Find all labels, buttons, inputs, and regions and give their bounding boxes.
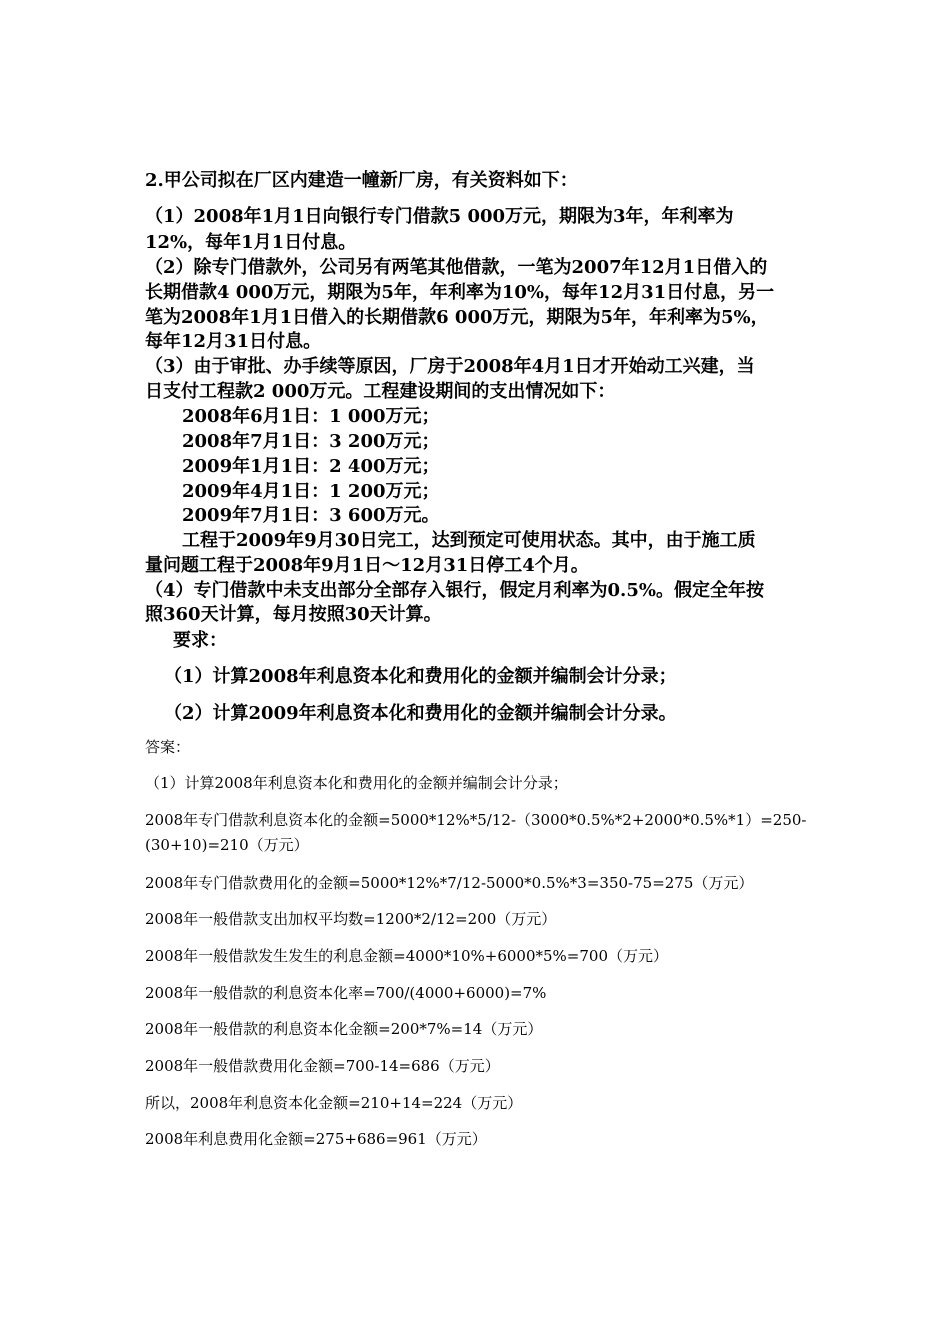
answer-calc-line: 2008年一般借款发生发生的利息金额=4000*10%+6000*5%=700（万元） xyxy=(145,947,668,965)
condition-1-line-2: 12%，每年1月1日付息。 xyxy=(145,232,357,253)
expenditure-item: 2009年4月1日：1 200万元； xyxy=(182,481,440,502)
requirement-2: （2）计算2009年利息资本化和费用化的金额并编制会计分录。 xyxy=(164,703,677,724)
condition-2-line-1: （2）除专门借款外，公司另有两笔其他借款，一笔为2007年12月1日借入的 xyxy=(145,257,768,278)
expenditure-item: 2009年7月1日：3 600万元。 xyxy=(182,505,440,526)
expenditure-item: 2008年7月1日：3 200万元； xyxy=(182,431,440,452)
completion-line-2: 量问题工程于2008年9月1日～12月31日停工4个月。 xyxy=(145,555,589,576)
completion-line-1: 工程于2009年9月30日完工，达到预定可使用状态。其中，由于施工质 xyxy=(182,530,756,551)
answer-calc-line: 2008年一般借款支出加权平均数=1200*2/12=200（万元） xyxy=(145,910,557,928)
condition-4-line-1: （4）专门借款中未支出部分全部存入银行，假定月利率为0.5%。假定全年按 xyxy=(145,580,764,601)
answer-calc-line: 2008年一般借款的利息资本化金额=200*7%=14（万元） xyxy=(145,1020,543,1038)
answer-calc-line: (30+10)=210（万元） xyxy=(145,836,309,854)
condition-2-line-2: 长期借款4 000万元，期限为5年，年利率为10%，每年12月31日付息，另一 xyxy=(145,282,775,303)
answer-heading: （1）计算2008年利息资本化和费用化的金额并编制会计分录； xyxy=(145,774,568,792)
expenditure-item: 2008年6月1日：1 000万元； xyxy=(182,406,440,427)
condition-2-line-3: 笔为2008年1月1日借入的长期借款6 000万元，期限为5年，年利率为5%， xyxy=(145,307,769,328)
answer-calc-line: 所以，2008年利息资本化金额=210+14=224（万元） xyxy=(145,1094,523,1112)
answer-calc-line: 2008年专门借款利息资本化的金额=5000*12%*5/12-（3000*0.5%*2+2000*0.5%*1）=250- xyxy=(145,811,807,829)
condition-1-line-1: （1）2008年1月1日向银行专门借款5 000万元，期限为3年，年利率为 xyxy=(145,206,734,227)
answer-calc-line: 2008年专门借款费用化的金额=5000*12%*7/12-5000*0.5%*3=350-75=275（万元） xyxy=(145,874,754,892)
expenditure-item: 2009年1月1日：2 400万元； xyxy=(182,456,440,477)
answer-calc-line: 2008年一般借款费用化金额=700-14=686（万元） xyxy=(145,1057,500,1075)
requirements-label: 要求： xyxy=(173,630,227,651)
answer-label: 答案： xyxy=(145,738,191,756)
answer-calc-line: 2008年利息费用化金额=275+686=961（万元） xyxy=(145,1130,487,1148)
condition-4-line-2: 照360天计算，每月按照30天计算。 xyxy=(145,604,442,625)
condition-3-line-1: （3）由于审批、办手续等原因，厂房于2008年4月1日才开始动工兴建，当 xyxy=(145,356,755,377)
requirement-1: （1）计算2008年利息资本化和费用化的金额并编制会计分录； xyxy=(164,666,677,687)
answer-calc-line: 2008年一般借款的利息资本化率=700/(4000+6000)=7% xyxy=(145,984,547,1002)
condition-3-line-2: 日支付工程款2 000万元。工程建设期间的支出情况如下： xyxy=(145,381,616,402)
question-title: 2.甲公司拟在厂区内建造一幢新厂房，有关资料如下： xyxy=(145,170,578,191)
condition-2-line-4: 每年12月31日付息。 xyxy=(145,331,322,352)
